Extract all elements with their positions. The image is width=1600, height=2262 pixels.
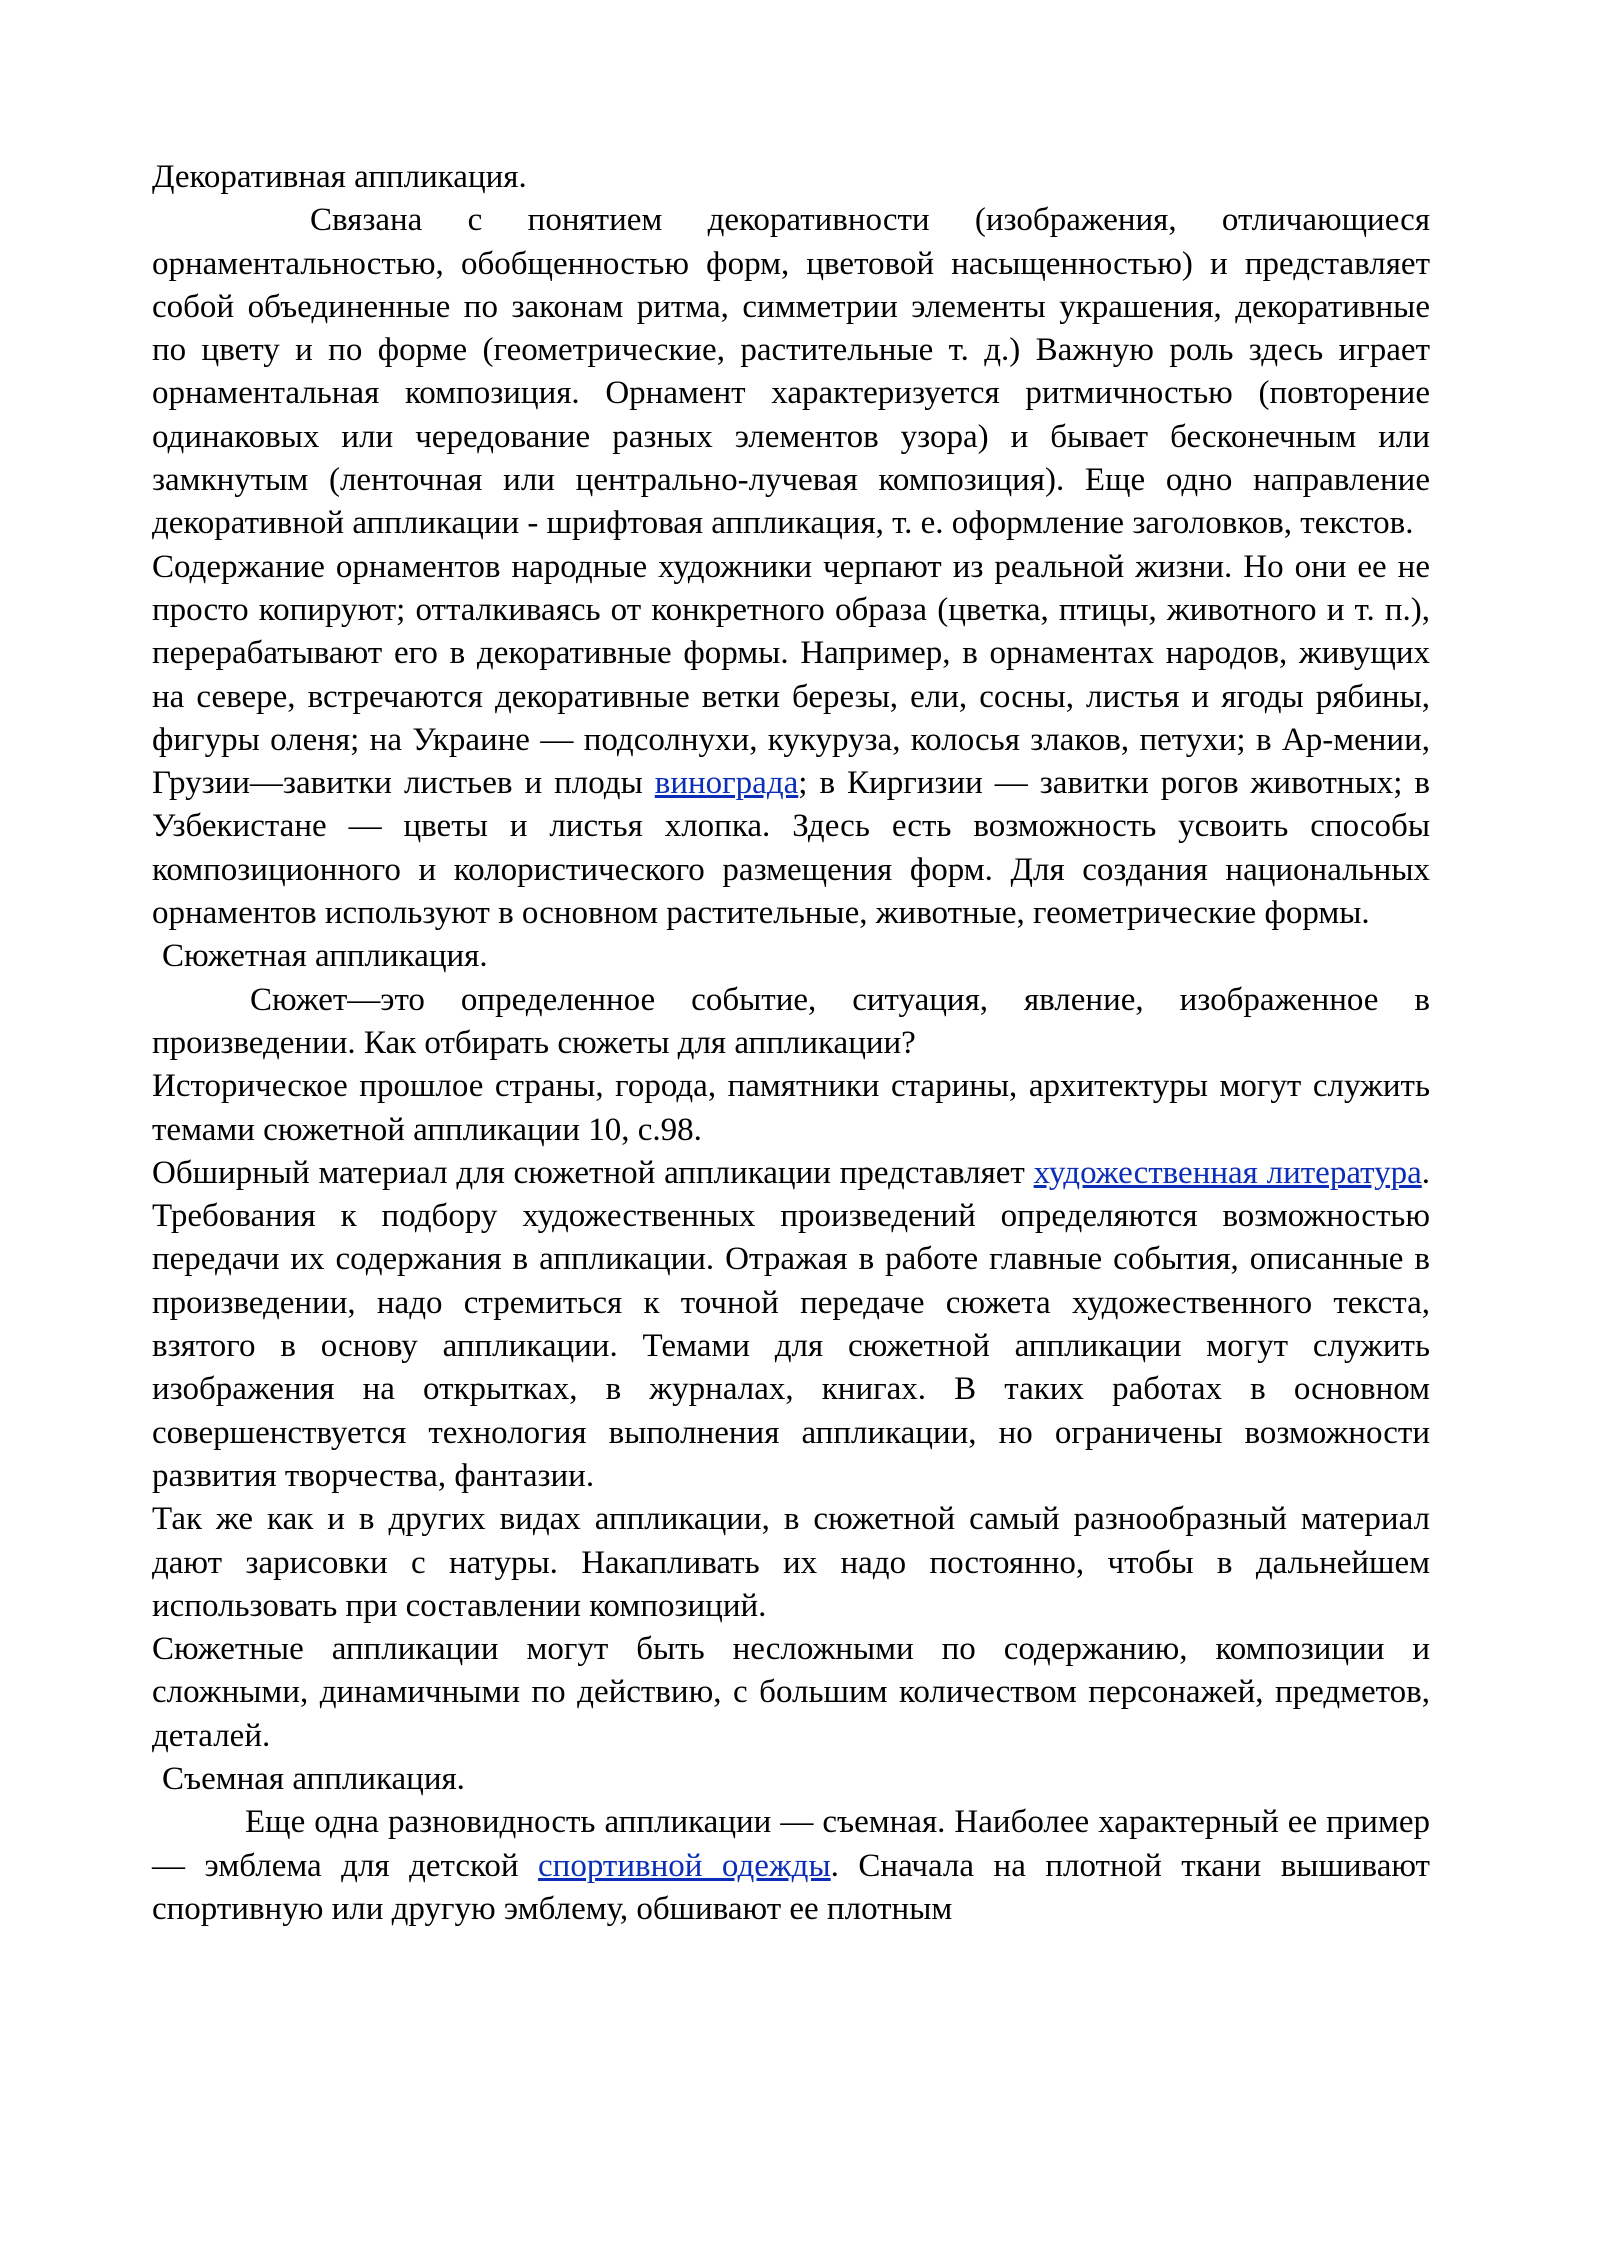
document-page	[152, 156, 1430, 1931]
paragraph-literature-material	[152, 1152, 1430, 1498]
paragraph-removable-applique	[152, 1801, 1430, 1931]
paragraph-text: Еще одна разновидность аппликации — съемная. Наиболее характерный ее пример — эмблема для детской	[152, 1804, 1430, 1884]
link-fiction-literature[interactable]: художественная литература	[1033, 1154, 1422, 1191]
paragraph-plot-complexity	[152, 1628, 1430, 1758]
heading-removable-text: Съемная аппликация.	[162, 1760, 465, 1797]
paragraph-text: Обширный материал для сюжетной аппликации представляет	[152, 1154, 1034, 1191]
link-sportswear[interactable]: спортивной одежды	[538, 1847, 831, 1884]
paragraph-text: Содержание орнаментов народные художники черпают из реальной жизни. Но они ее не просто копируют; отталкиваясь от конкретного образа (цветка, птицы, животного и т. п.), перерабатывают его в декоративные формы. Например, в орнаментах народов, живущих на севере, встречаются декоративные ветки березы, ели, сосны, листья и ягоды рябины, фигуры оленя; на Украине — подсолнухи, кукуруза, колосья злаков, петухи; в Ар-мении, Грузии—завитки листьев и плоды	[152, 548, 1430, 802]
paragraph-text: . Требования к подбору художественных произведений определяются возможностью передачи их содержания в аппликации. Отражая в работе главные события, описанные в произведении, надо стремиться к точной передаче сюжета художественного текста, взятого в основу аппликации. Темами для сюжетной аппликации могут служить изображения на открытках, в журналах, книгах. В таких работах в основном совершенствуется технология выполнения аппликации, но ограничены возможности развития творчества, фантазии.	[152, 1154, 1430, 1494]
paragraph-text: . Сначала на плотной ткани вышивают спортивную или другую эмблему, обшивают ее плотным	[152, 1847, 1430, 1927]
paragraph-historical-past	[152, 1065, 1430, 1152]
paragraph-text: Так же как и в других видах аппликации, в сюжетной самый разнообразный материал дают зарисовки с натуры. Накапливать их надо постоянно, чтобы в дальнейшем использовать при составлении композиций.	[152, 1501, 1430, 1624]
paragraph-text: Историческое прошлое страны, города, памятники старины, архитектуры могут служить темами сюжетной аппликации 10, с.98.	[152, 1068, 1430, 1148]
paragraph-sketches	[152, 1498, 1430, 1628]
paragraph-text: ; в Киргизии — завитки рогов животных; в Узбекистане — цветы и листья хлопка. Здесь есть возможность усвоить способы композиционного и колористического размещения форм. Для создания национальных орнаментов используют в основном растительные, животные, геометрические формы.	[152, 765, 1430, 932]
paragraph-folk-ornaments	[152, 546, 1430, 936]
heading-decorative-text: Декоративная аппликация.	[152, 159, 527, 195]
heading-plot-text: Сюжетная аппликация.	[162, 938, 488, 975]
paragraph-text: Связана с понятием декоративности (изображения, отличающиеся орнаментальностью, обобщенностью форм, цветовой насыщенностью) и представляет собой объединенные по законам ритма, симметрии элементы украшения, декоративные по цвету и по форме (геометрические, растительные т. д.) Важную роль здесь играет орнаментальная композиция. Орнамент характеризуется ритмичностью (повторение одинаковых или чередование разных элементов узора) и бывает бесконечным или замкнутым (ленточная или центрально-лучевая композиция). Еще одно направление декоративной аппликации - шрифтовая аппликация, т. е. оформление заголовков, текстов.	[152, 202, 1430, 542]
link-grapes[interactable]: винограда	[654, 765, 799, 802]
heading-plot-applique	[152, 935, 1430, 978]
heading-decorative-applique	[152, 156, 1430, 199]
paragraph-text: Сюжет—это определенное событие, ситуация, явление, изображенное в произведении. Как отбирать сюжеты для аппликации?	[152, 981, 1430, 1061]
heading-removable-applique	[152, 1758, 1430, 1801]
paragraph-text: Сюжетные аппликации могут быть несложными по содержанию, композиции и сложными, динамичными по действию, с большим количеством персонажей, предметов, деталей.	[152, 1631, 1430, 1754]
paragraph-decorative-definition	[152, 199, 1430, 545]
paragraph-plot-definition	[152, 979, 1430, 1066]
